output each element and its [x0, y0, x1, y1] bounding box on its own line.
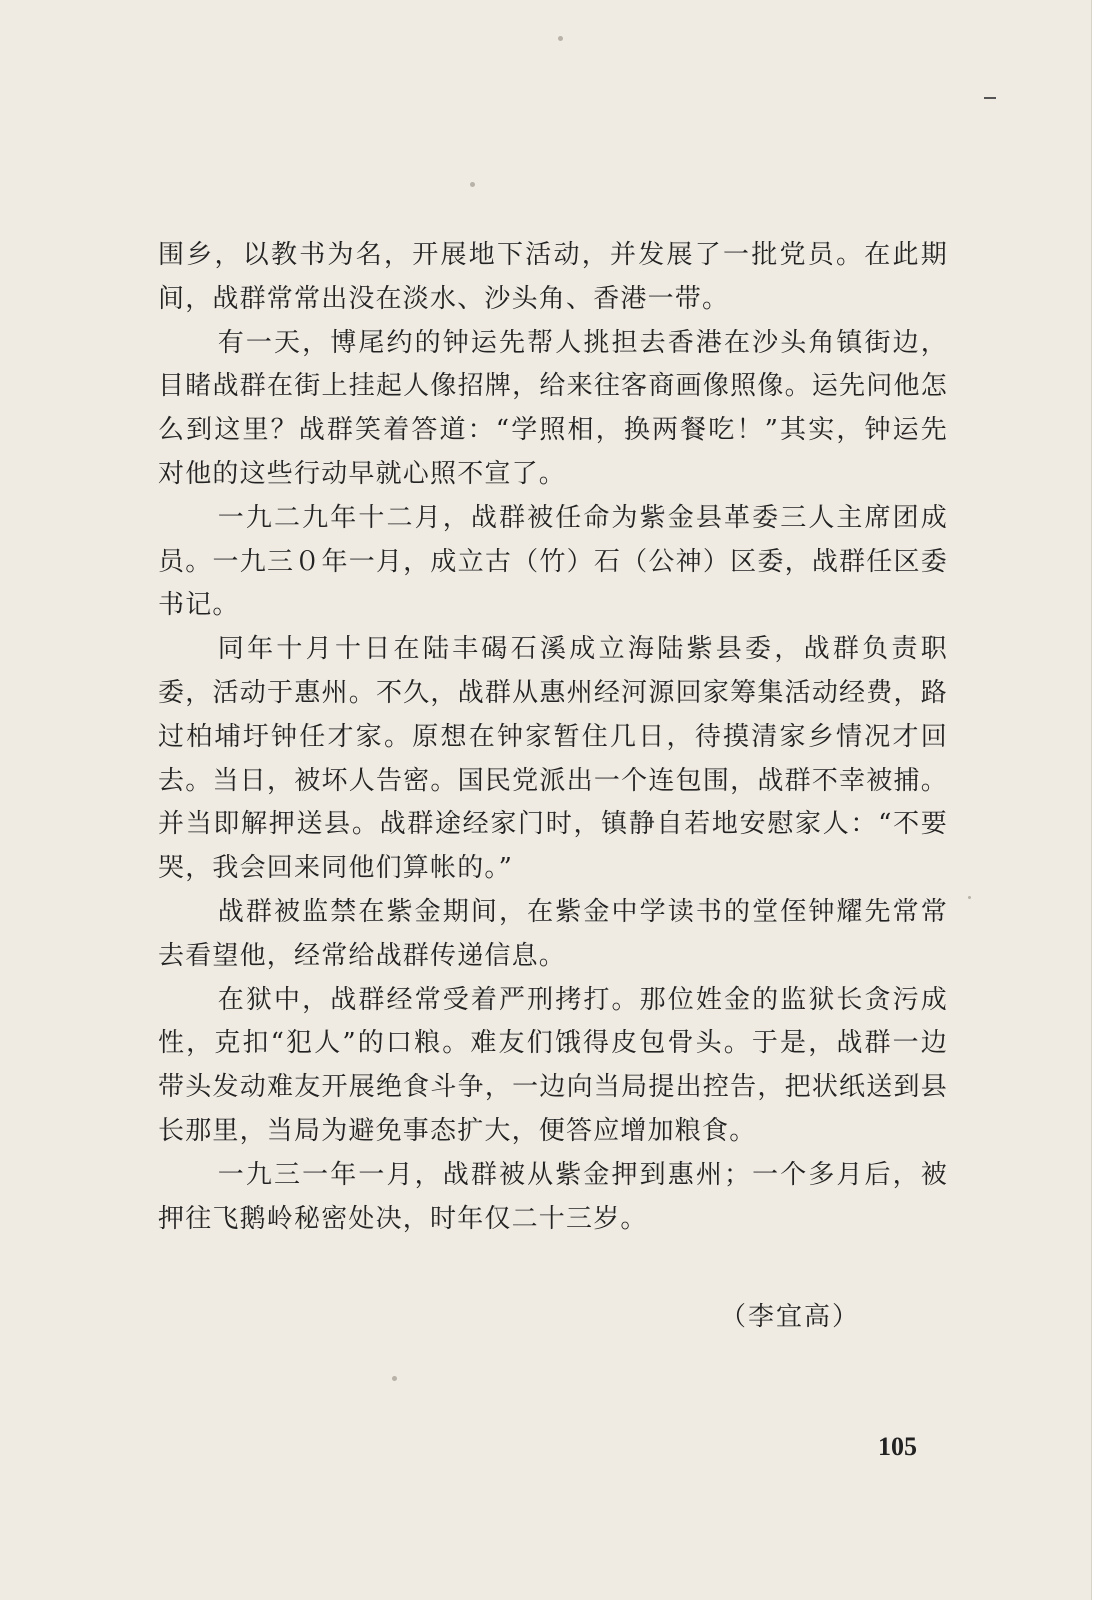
author-credit: （李宜高） — [720, 1302, 861, 1332]
scan-mark — [984, 97, 996, 99]
paragraph: 一九三一年一月，战群被从紫金押到惠州；一个多月后，被押往飞鹅岭秘密处决，时年仅二十三岁。 — [158, 1159, 948, 1234]
scan-speck — [392, 1376, 397, 1381]
page-number: 105 — [878, 1432, 917, 1461]
paragraph: 在狱中，战群经常受着严刑拷打。那位姓金的监狱长贪污成性，克扣“犯人”的口粮。难友们饿得皮包骨头。于是，战群一边带头发动难友开展绝食斗争，一边向当局提出控告，把状纸送到县长那里，当局为避免事态扩大，便答应增加粮食。 — [158, 984, 948, 1146]
scan-speck — [968, 896, 971, 899]
paragraph: 有一天，博尾约的钟运先帮人挑担去香港在沙头角镇街边，目睹战群在街上挂起人像招牌，给来往客商画像照像。运先问他怎么到这里？战群笑着答道：“学照相，换两餐吃！”其实，钟运先对他的这些行动早就心照不宣了。 — [158, 327, 948, 489]
scan-speck — [470, 182, 475, 187]
paragraph: 同年十月十日在陆丰碣石溪成立海陆紫县委，战群负责职委，活动于惠州。不久，战群从惠州经河源回家筹集活动经费，路过柏埔圩钟任才家。原想在钟家暂住几日，待摸清家乡情况才回去。当日，被坏人告密。国民党派出一个连包围，战群不幸被捕。并当即解押送县。战群途经家门时，镇静自若地安慰家人：“不要哭，我会回来同他们算帐的。” — [158, 634, 948, 884]
scan-speck — [558, 36, 563, 41]
body-text — [158, 234, 948, 1241]
paragraph: 一九二九年十二月，战群被任命为紫金县革委三人主席团成员。一九三０年一月，成立古（竹）石（公神）区委，战群任区委书记。 — [158, 502, 948, 621]
scan-edge — [1091, 0, 1113, 1600]
paragraph: 围乡，以教书为名，开展地下活动，并发展了一批党员。在此期间，战群常常出没在淡水、沙头角、香港一带。 — [158, 240, 948, 314]
paragraph: 战群被监禁在紫金期间，在紫金中学读书的堂侄钟耀先常常去看望他，经常给战群传递信息。 — [158, 896, 948, 971]
